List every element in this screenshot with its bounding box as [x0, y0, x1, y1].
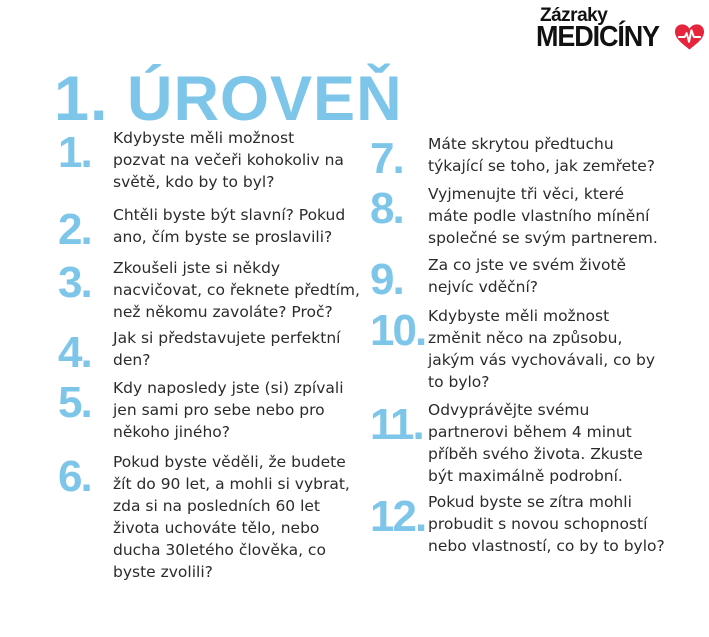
question-text: Zkoušeli jste si někdy nacvičovat, co řeknete předtím, než někomu zavoláte? Proč?: [113, 259, 360, 321]
question-text: Pokud byste se zítra mohli probudit s novou schopností nebo vlastností, co by to bylo?: [428, 493, 665, 555]
brand-logo: [534, 6, 706, 52]
question-number: 2.: [58, 205, 91, 254]
question-text: Jak si představujete perfektní den?: [113, 329, 341, 369]
question-text: Za co jste ve svém životě nejvíc vděční?: [428, 256, 627, 296]
question-text: Vyjmenujte tři věci, které máte podle vlastního mínění společné se svým partnerem.: [428, 185, 658, 247]
question-number: 12.: [370, 492, 426, 541]
question-text: Chtěli byste být slavní? Pokud ano, čím byste se proslavili?: [113, 206, 346, 246]
question-text: Pokud byste věděli, že budete žít do 90 let, a mohli si vybrat, zda si na posledních 60 let života uchováte tělo, nebo ducha 30letého člověka, co byste zvolili?: [113, 453, 350, 581]
question-text: Odvyprávějte svému partnerovi během 4 minut příběh svého života. Zkuste být maximálně podrobní.: [428, 401, 643, 485]
question-number: 9.: [370, 255, 403, 304]
question-number: 11.: [370, 400, 423, 449]
logo-line-big: MEDICÍNY: [536, 21, 659, 53]
question-number: 4.: [58, 328, 91, 377]
question-number: 8.: [370, 184, 403, 233]
question-number: 1.: [58, 128, 91, 177]
heart-pulse-icon: [674, 23, 705, 51]
question-text: Kdybyste měli možnost pozvat na večeři kohokoliv na světě, kdo by to byl?: [113, 129, 344, 191]
question-text: Kdy naposledy jste (si) zpívali jen sami pro sebe nebo pro někoho jiného?: [113, 379, 344, 441]
logo-line-small: Zázraky: [540, 5, 608, 26]
page-title: 1. ÚROVEŇ: [54, 64, 403, 134]
question-number: 5.: [58, 378, 91, 427]
question-number: 3.: [58, 258, 91, 307]
question-text: Máte skrytou předtuchu týkající se toho, jak zemřete?: [428, 135, 655, 175]
question-number: 10.: [370, 306, 426, 355]
question-number: 6.: [58, 452, 91, 501]
question-number: 7.: [370, 134, 403, 183]
question-text: Kdybyste měli možnost změnit něco na způsobu, jakým vás vychovávali, co by to bylo?: [428, 307, 656, 391]
